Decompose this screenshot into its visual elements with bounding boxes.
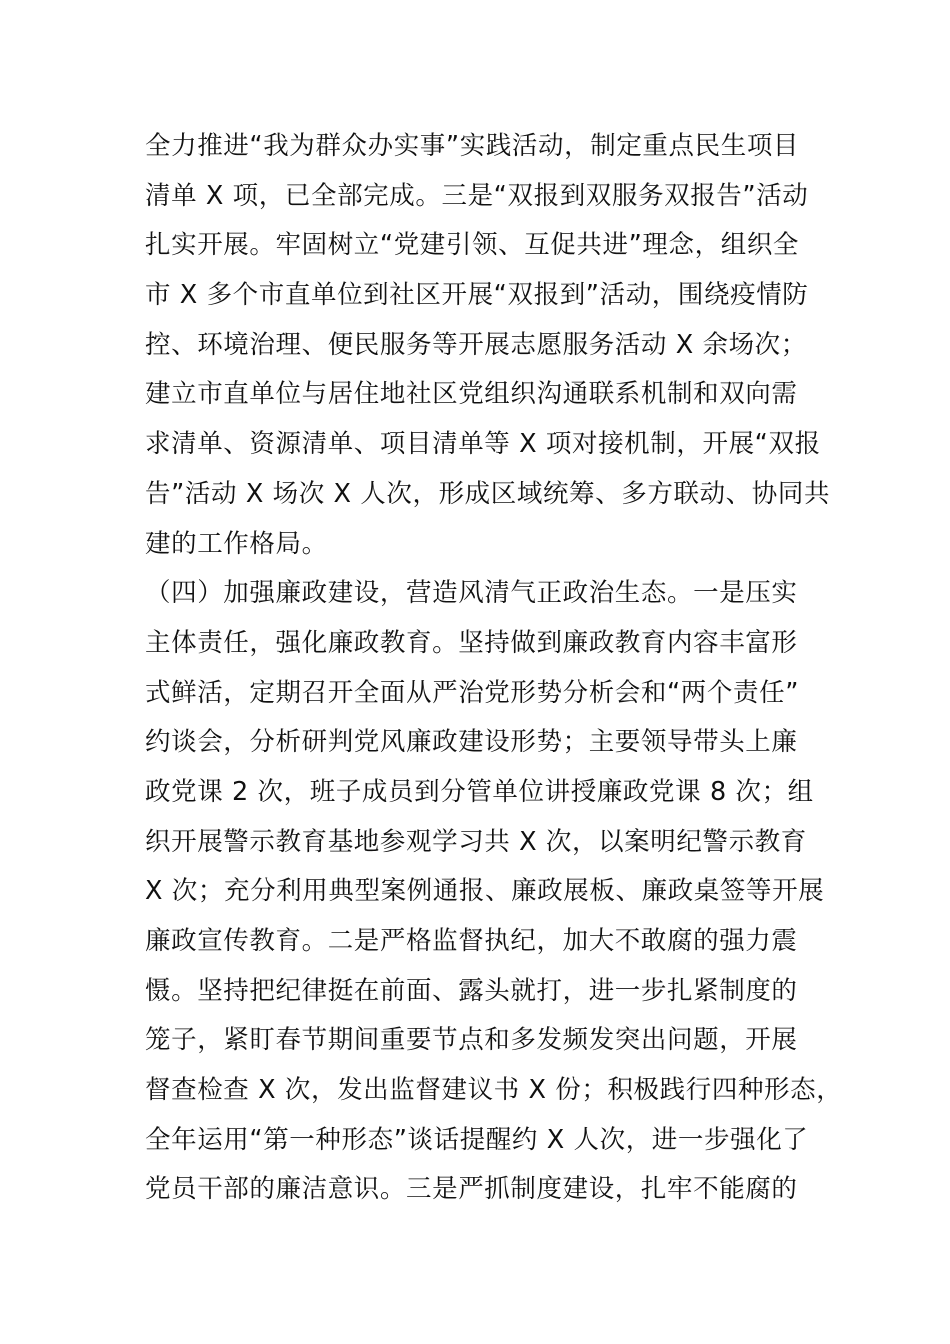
section-heading-line: （四）加强廉政建设，营造风清气正政治生态。一是压实 — [145, 578, 798, 609]
text-line: 控、环境治理、便民服务等开展志愿服务活动 X 余场次； — [145, 329, 807, 360]
text-line: 建的工作格局。 — [145, 528, 328, 559]
text-line: X 次；充分利用典型案例通报、廉政展板、廉政桌签等开展 — [145, 876, 825, 907]
text-line: 织开展警示教育基地参观学习共 X 次，以案明纪警示教育 — [145, 826, 807, 857]
text-line: 约谈会，分析研判党风廉政建设形势；主要领导带头上廉 — [145, 727, 798, 758]
text-line: 全力推进“我为群众办实事”实践活动，制定重点民生项目 — [145, 131, 800, 161]
text-line: 政党课 2 次，班子成员到分管单位讲授廉政党课 8 次；组 — [145, 776, 814, 807]
text-line: 式鲜活，定期召开全面从严治党形势分析会和“两个责任” — [145, 677, 800, 708]
text-line: 清单 X 项，已全部完成。三是“双报到双服务双报告”活动 — [145, 180, 809, 211]
text-line: 市 X 多个市直单位到社区开展“双报到”活动，围绕疫情防 — [145, 280, 809, 311]
text-line: 笼子，紧盯春节期间重要节点和多发频发突出问题，开展 — [145, 1025, 798, 1056]
text-line: 扎实开展。牢固树立“党建引领、互促共进”理念，组织全 — [145, 230, 800, 261]
text-line: 督查检查 X 次，发出监督建议书 X 份；积极践行四种形态， — [145, 1075, 843, 1106]
text-line: 廉政宣传教育。二是严格监督执纪，加大不敢腐的强力震 — [145, 926, 798, 956]
text-line: 主体责任，强化廉政教育。坚持做到廉政教育内容丰富形 — [145, 627, 798, 658]
text-line: 党员干部的廉洁意识。三是严抓制度建设，扎牢不能腐的 — [145, 1174, 798, 1205]
text-line: 告”活动 X 场次 X 人次，形成区域统筹、多方联动、协同共 — [145, 478, 831, 509]
body-text — [145, 122, 845, 1215]
text-line: 求清单、资源清单、项目清单等 X 项对接机制，开展“双报 — [145, 429, 821, 460]
text-line: 慑。坚持把纪律挺在前面、露头就打，进一步扎紧制度的 — [145, 975, 798, 1006]
text-line: 全年运用“第一种形态”谈话提醒约 X 人次，进一步强化了 — [145, 1124, 809, 1155]
text-line: 建立市直单位与居住地社区党组织沟通联系机制和双向需 — [145, 379, 798, 410]
